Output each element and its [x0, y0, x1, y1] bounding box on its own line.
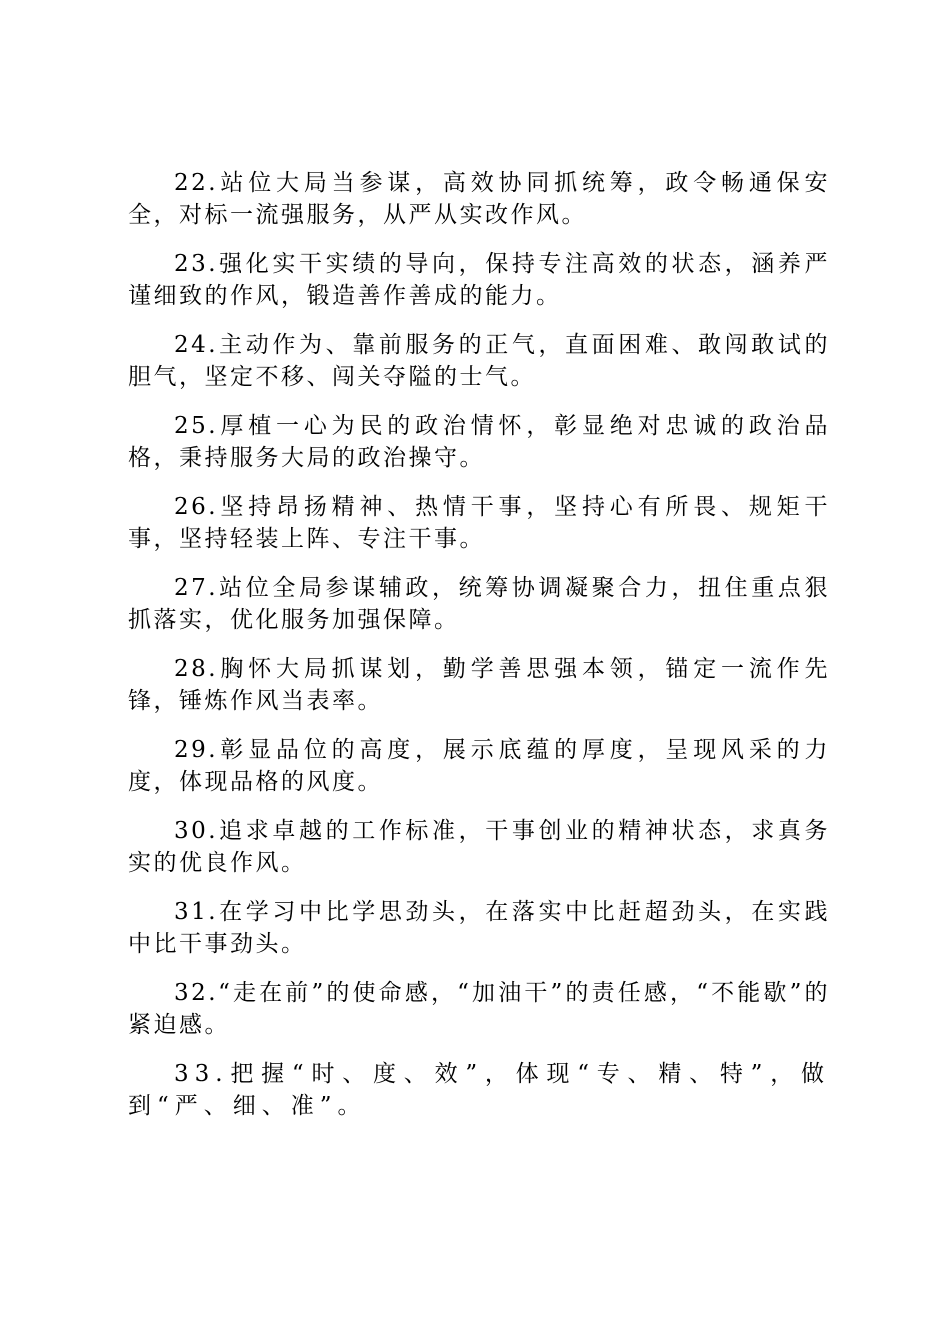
paragraph-24: 24.主动作为、靠前服务的正气，直面困难、敢闯敢试的胆气，坚定不移、闯关夺隘的士气。: [128, 332, 830, 390]
paragraph-33: 33.把握“时、度、效”，体现“专、精、特”，做到“严、细、准”。: [128, 1061, 830, 1119]
paragraph-29: 29.彰显品位的高度，展示底蕴的厚度，呈现风采的力度，体现品格的风度。: [128, 737, 830, 795]
paragraph-23: 23.强化实干实绩的导向，保持专注高效的状态，涵养严谨细致的作风，锻造善作善成的能力。: [128, 251, 830, 309]
paragraph-31: 31.在学习中比学思劲头，在落实中比赶超劲头，在实践中比干事劲头。: [128, 899, 830, 957]
paragraph-27: 27.站位全局参谋辅政，统筹协调凝聚合力，扭住重点狠抓落实，优化服务加强保障。: [128, 575, 830, 633]
paragraph-26: 26.坚持昂扬精神、热情干事，坚持心有所畏、规矩干事，坚持轻装上阵、专注干事。: [128, 494, 830, 552]
paragraph-32: 32.“走在前”的使命感，“加油干”的责任感，“不能歇”的紧迫感。: [128, 980, 830, 1038]
paragraph-30: 30.追求卓越的工作标准，干事创业的精神状态，求真务实的优良作风。: [128, 818, 830, 876]
paragraph-25: 25.厚植一心为民的政治情怀，彰显绝对忠诚的政治品格，秉持服务大局的政治操守。: [128, 413, 830, 471]
paragraph-28: 28.胸怀大局抓谋划，勤学善思强本领，锚定一流作先锋，锤炼作风当表率。: [128, 656, 830, 714]
document-body: [128, 167, 830, 1139]
paragraph-22: 22.站位大局当参谋，高效协同抓统筹，政令畅通保安全，对标一流强服务，从严从实改作风。: [128, 170, 830, 228]
